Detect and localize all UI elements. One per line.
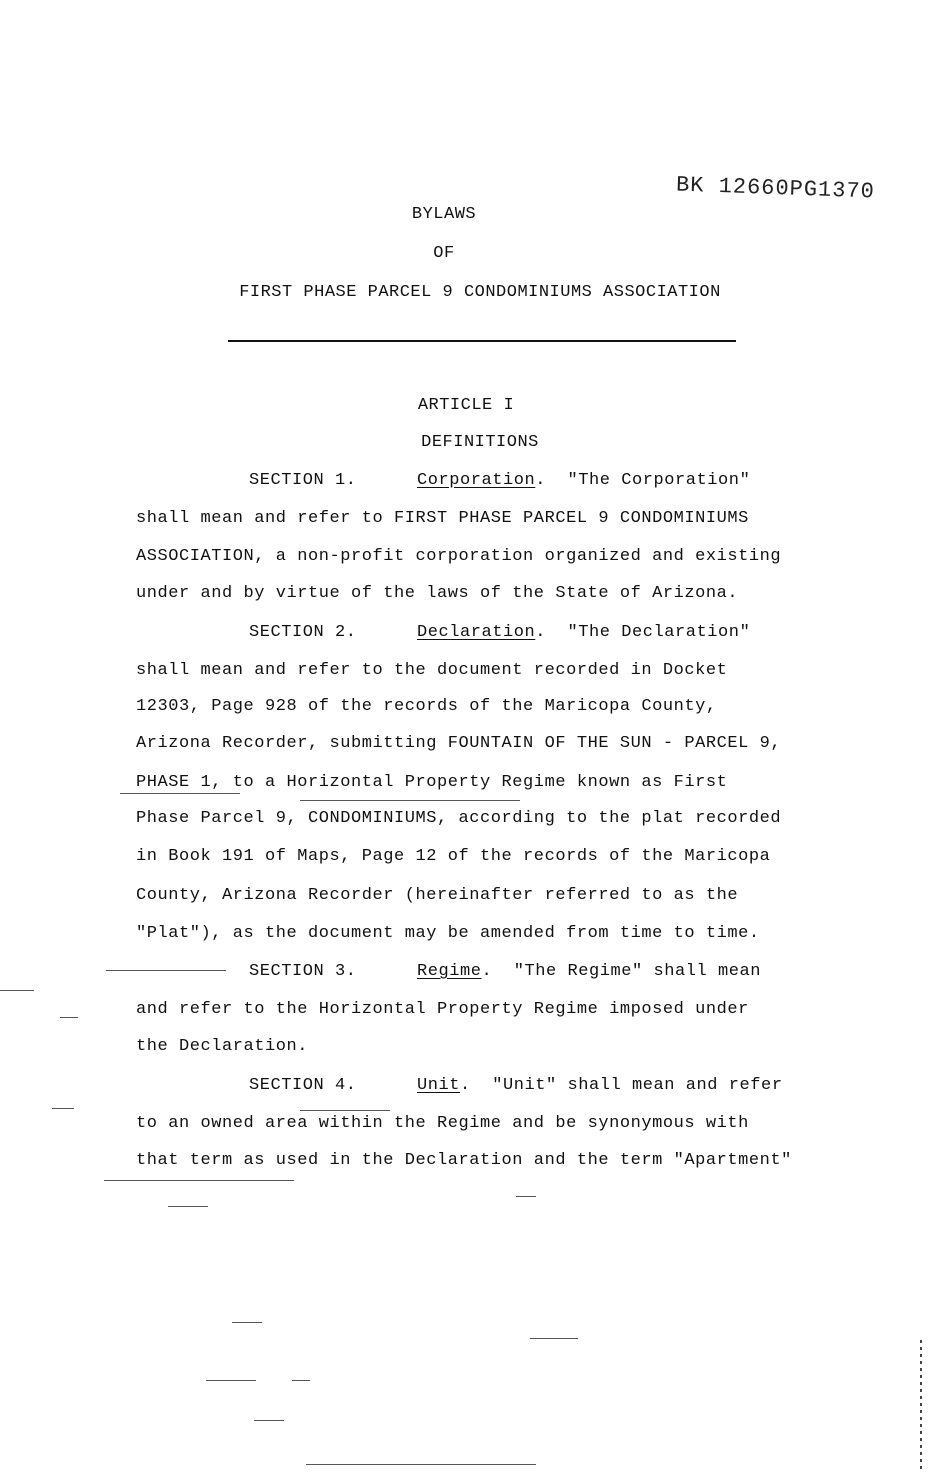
section-1-heading <box>249 471 750 490</box>
body-line: the Declaration. <box>136 1037 309 1056</box>
scan-speck <box>232 1322 262 1323</box>
body-line: Phase Parcel 9, CONDOMINIUMS, according to the plat recorded <box>136 809 782 828</box>
scan-speck <box>300 800 520 801</box>
scan-speck <box>516 1196 536 1197</box>
title-rule <box>228 340 736 342</box>
section-heading-rest: . "Unit" shall mean and refer <box>460 1076 783 1095</box>
body-line: shall mean and refer to the document recorded in Docket <box>136 661 728 680</box>
body-line: and refer to the Horizontal Property Regime imposed under <box>136 1000 749 1019</box>
scan-speck <box>120 793 240 794</box>
body-line: County, Arizona Recorder (hereinafter referred to as the <box>136 886 739 905</box>
body-line: under and by virtue of the laws of the State of Arizona. <box>136 584 739 603</box>
scan-speck <box>60 1017 78 1018</box>
body-line: to an owned area within the Regime and be synonymous with <box>136 1114 749 1133</box>
section-term: Declaration <box>417 623 536 642</box>
section-term: Unit <box>417 1076 461 1095</box>
scan-speck <box>300 1110 390 1111</box>
scan-speck <box>306 1464 536 1465</box>
scan-edge-mark <box>920 1340 922 1470</box>
section-heading-rest: . "The Corporation" <box>535 471 751 490</box>
body-line: shall mean and refer to FIRST PHASE PARCEL 9 CONDOMINIUMS <box>136 509 749 528</box>
recording-stamp: BK 12660PG1370 <box>675 172 876 205</box>
scan-speck <box>104 1180 294 1181</box>
scan-speck <box>106 970 226 971</box>
article-title: DEFINITIONS <box>421 433 539 452</box>
doc-title-association: FIRST PHASE PARCEL 9 CONDOMINIUMS ASSOCIATION <box>239 283 721 302</box>
scan-speck <box>292 1380 310 1381</box>
section-2-heading <box>249 623 750 642</box>
section-3-heading <box>249 962 761 981</box>
article-number: ARTICLE I <box>417 396 515 415</box>
body-line: "Plat"), as the document may be amended from time to time. <box>136 924 760 943</box>
scan-speck <box>254 1420 284 1421</box>
doc-title-bylaws: BYLAWS <box>411 205 477 224</box>
section-label: SECTION 1. <box>249 471 357 490</box>
section-label: SECTION 2. <box>249 623 357 642</box>
section-heading-rest: . "The Declaration" <box>535 623 751 642</box>
section-term: Regime <box>417 962 482 981</box>
body-line: in Book 191 of Maps, Page 12 of the records of the Maricopa <box>136 847 771 866</box>
body-line: Arizona Recorder, submitting FOUNTAIN OF THE SUN - PARCEL 9, <box>136 734 782 753</box>
body-line: ASSOCIATION, a non-profit corporation organized and existing <box>136 547 782 566</box>
body-line: PHASE 1, to a Horizontal Property Regime known as First <box>136 773 728 792</box>
section-label: SECTION 3. <box>249 962 357 981</box>
section-heading-rest: . "The Regime" shall mean <box>481 962 762 981</box>
doc-title-of: OF <box>433 244 455 263</box>
scan-speck <box>0 990 34 991</box>
section-label: SECTION 4. <box>249 1076 357 1095</box>
scan-speck <box>530 1338 578 1339</box>
section-term: Corporation <box>417 471 536 490</box>
scan-speck <box>206 1380 256 1381</box>
scan-speck <box>52 1108 74 1109</box>
section-4-heading <box>249 1076 783 1095</box>
scan-speck <box>168 1206 208 1207</box>
body-line: 12303, Page 928 of the records of the Maricopa County, <box>136 697 717 716</box>
body-line: that term as used in the Declaration and the term "Apartment" <box>136 1151 792 1170</box>
